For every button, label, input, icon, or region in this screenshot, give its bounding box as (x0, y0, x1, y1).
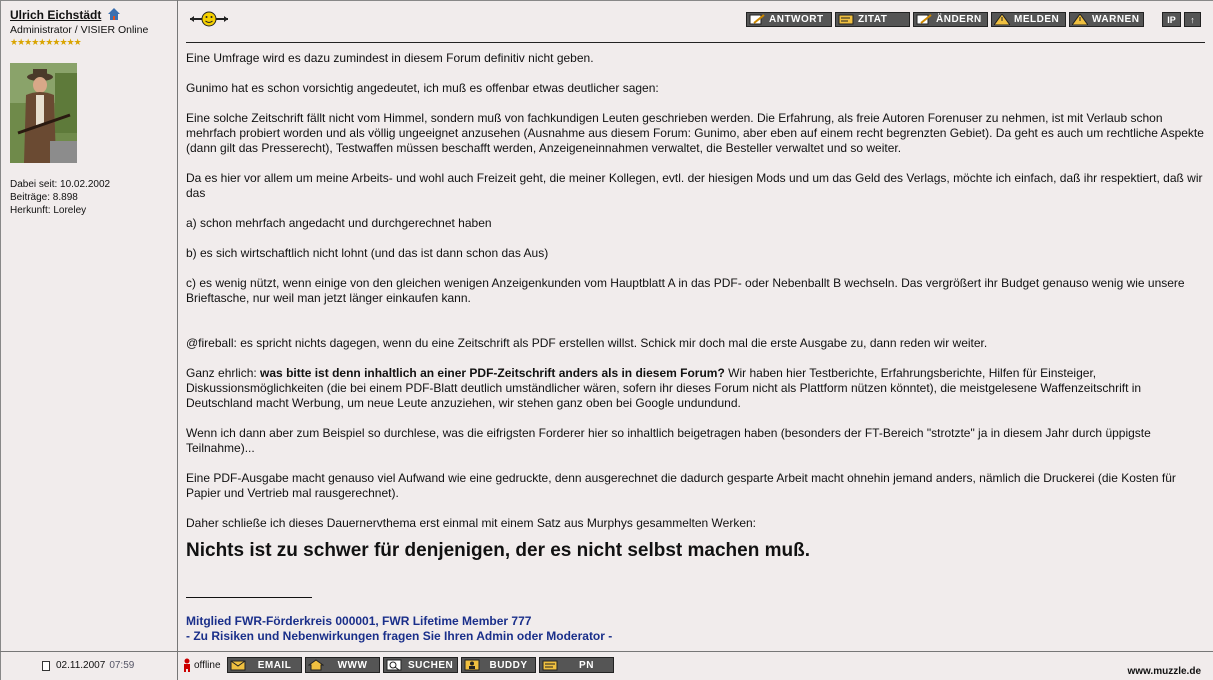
search-icon (386, 659, 402, 671)
highlight-quote: Nichts ist zu schwer für denjenigen, der es nicht selbst machen muß. (186, 540, 810, 561)
status-label: offline (194, 659, 221, 671)
author-origin: Herkunft: Loreley (10, 205, 87, 216)
person-offline-icon (182, 658, 192, 672)
post-paragraph: b) es sich wirtschaftlich nicht lohnt (und das ist dann schon das Aus) (186, 246, 549, 260)
site-url[interactable]: www.muzzle.de (1127, 666, 1201, 677)
text-run: Wir haben hier Testberichte, Erfahrungsberichte, Hilfen für Einsteiger, Diskussionsmöglichkeiten (die bei einem PDF-Blatt deutlich umständlicher wären, sofern ihr dieses Forum nicht als Plattform nützen könntet), die meistgelesene Waffenzeitschrift in Deutschland macht Werbung, um neue Leute anzuziehen, wir stehen ganz oben bei Google undundund. (186, 366, 1142, 410)
email-label: EMAIL (257, 659, 292, 671)
post-paragraph: Gunimo hat es schon vorsichtig angedeutet, ich muß es offenbar etwas deutlicher sagen: (186, 81, 659, 95)
post-paragraph: c) es wenig nützt, wenn einige von den gleichen wenigen Anzeigenkunden vom Hauptblatt A in das PDF- oder Nebenballt B wechseln. Das vergrößert ihr Budget genauso wenig wie unsere Brieftasche, nur weil man jetzt länger einkaufen kann. (186, 276, 1185, 305)
envelope-icon (230, 659, 246, 671)
bold-question: was bitte ist denn inhaltlich an einer PDF-Zeitschrift anders als in diesem Forum? (260, 366, 725, 380)
post-paragraph: Wenn ich dann aber zum Beispiel so durchlese, was die eifrigsten Forderer hier so inhaltlich beigetragen haben (besonders der FT-Bereich "strotzte" ja in diesem Jahr durch üppigste Teilnahme)... (186, 426, 1151, 455)
signature-line: Mitglied FWR-Förderkreis 000001, FWR Lifetime Member 777 (186, 614, 532, 628)
edit-button[interactable] (913, 12, 988, 27)
search-label: SUCHEN (408, 659, 454, 671)
author-role: Administrator / VISIER Online (10, 24, 149, 36)
post-date: 02.11.2007 (56, 660, 106, 671)
post-paragraph: Da es hier vor allem um meine Arbeits- und wohl auch Freizeit geht, die meiner Kollegen, evtl. der hiesigen Mods und um das Geld des Verlags, möchte ich einfach, daß ihr respektiert, daß wir das (186, 171, 1203, 200)
online-status (182, 658, 221, 672)
quote-label: ZITAT (858, 14, 888, 25)
reply-button[interactable] (746, 12, 832, 27)
warn-button[interactable] (1069, 12, 1144, 27)
ip-button[interactable] (1162, 12, 1181, 27)
quote-icon (838, 14, 854, 25)
signature-line: - Zu Risiken und Nebenwirkungen fragen Sie Ihren Admin oder Moderator - (186, 629, 613, 643)
post-body (186, 51, 1206, 563)
house-icon (308, 659, 324, 671)
avatar (10, 63, 77, 163)
pn-label: PN (579, 659, 594, 671)
pencil-icon (749, 14, 765, 25)
report-button[interactable] (991, 12, 1066, 27)
reply-label: ANTWORT (769, 14, 824, 25)
search-button[interactable] (383, 657, 458, 673)
homepage-icon[interactable] (108, 8, 120, 20)
edit-icon (916, 14, 932, 25)
header-rule (186, 42, 1205, 43)
footer-divider (0, 651, 1213, 652)
message-icon (542, 659, 558, 671)
member-since: Dabei seit: 10.02.2002 (10, 179, 111, 190)
scroll-top-button[interactable] (1184, 12, 1201, 27)
pn-button[interactable] (539, 657, 614, 673)
signature-rule (186, 597, 312, 598)
warning-icon (994, 14, 1010, 25)
frame-left (0, 0, 1, 680)
frame-top (0, 0, 1213, 1)
author-panel (10, 8, 170, 216)
buddy-icon (464, 659, 480, 671)
buddy-button[interactable] (461, 657, 536, 673)
email-button[interactable] (227, 657, 302, 673)
post-paragraph: @fireball: es spricht nichts dagegen, wenn du eine Zeitschrift als PDF erstellen willst. Schick mir doch mal die erste Ausgabe zu, dann reden wir weiter. (186, 336, 988, 350)
text-run: Ganz ehrlich: (186, 366, 261, 380)
post-timestamp (42, 660, 134, 671)
post-count: Beiträge: 8.898 (10, 192, 78, 203)
www-label: WWW (337, 659, 368, 671)
ip-label: IP (1167, 14, 1176, 25)
www-button[interactable] (305, 657, 380, 673)
post-paragraph: Eine PDF-Ausgabe macht genauso viel Aufwand wie eine gedruckte, denn ausgerechnet die dadurch gesparte Arbeit macht ohnehin jemand anders, nämlich die Druckerei (die Kosten für Papier und Vertrieb mal rausgerechnet). (186, 471, 1176, 500)
mood-icon (190, 11, 228, 27)
rank-stars: ★★★★★★★★★★ (10, 37, 81, 47)
edit-label: ÄNDERN (936, 14, 982, 25)
author-meta (10, 178, 110, 217)
post-time: 07:59 (109, 660, 135, 671)
post-paragraph (186, 366, 1206, 411)
warn-label: WARNEN (1092, 14, 1140, 25)
document-icon (42, 661, 50, 671)
post-paragraph: Daher schließe ich dieses Dauernervthema erst einmal mit einem Satz aus Murphys gesammelten Werken: (186, 516, 757, 530)
signature (186, 614, 612, 644)
alert-icon (1072, 14, 1088, 25)
post-paragraph: Eine solche Zeitschrift fällt nicht vom Himmel, sondern muß von fachkundigen Leuten geschrieben werden. Die Erfahrung, als freie Autoren Forenuser zu nehmen, ist mit Verlaub schon mehrfach probiert worden und als völlig ungeeignet anzusehen (Ausnahme aus diesem Forum: Gunimo, aber eben auf einem recht begrenzten Gebiet). Da geht es auch um rechtliche Aspekte (dann gilt das Presserecht), Testwaffen müssen beschafft werden, Anzeigeneinnahmen verwaltet, die Besteller verwaltet und so weiter. (186, 111, 1204, 155)
post-paragraph: Eine Umfrage wird es dazu zumindest in diesem Forum definitiv nicht geben. (186, 51, 594, 65)
buddy-label: BUDDY (489, 659, 528, 671)
column-divider (177, 0, 178, 680)
arrow-up-icon: ↑ (1190, 14, 1195, 25)
report-label: MELDEN (1014, 14, 1060, 25)
post-paragraph: a) schon mehrfach angedacht und durchgerechnet haben (186, 216, 492, 230)
author-name[interactable]: Ulrich Eichstädt (10, 8, 102, 22)
quote-button[interactable] (835, 12, 910, 27)
